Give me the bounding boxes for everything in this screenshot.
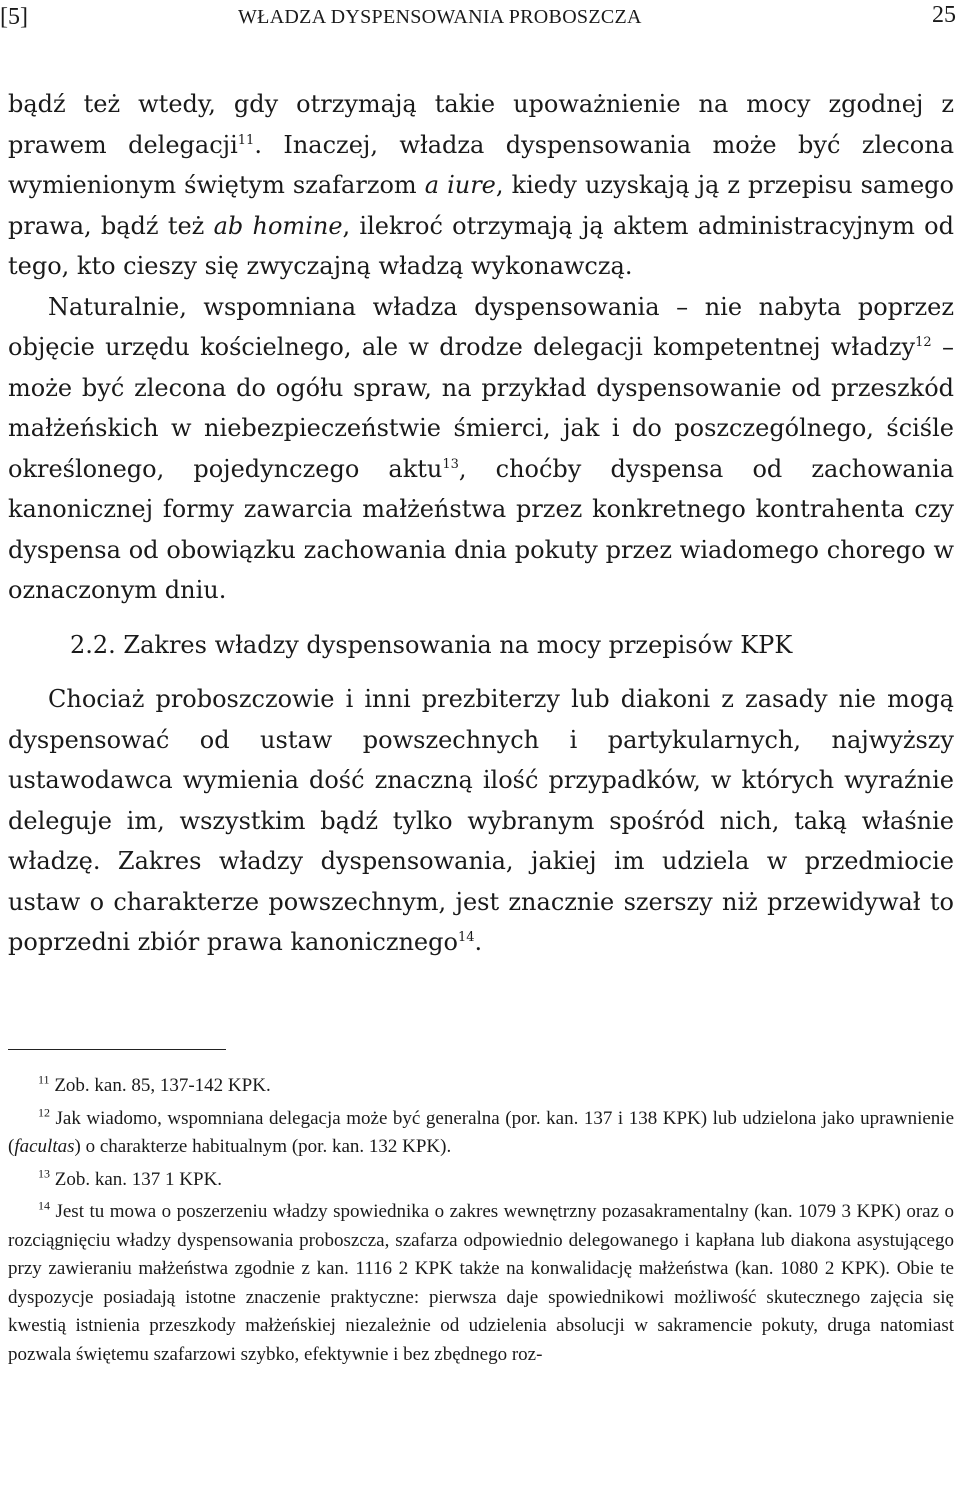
latin-term: ab homine xyxy=(213,211,343,240)
footnote-number: 11 xyxy=(38,1072,50,1087)
footnote-11 xyxy=(8,1072,954,1101)
text-run: , kiedy uzyskają ją z przepisu samego prawa, bądź też xyxy=(8,171,954,240)
text-run: . Inaczej, władza dyspensowania może być zlecona wymienionym świętym szafarzom xyxy=(8,130,955,199)
paragraph-3 xyxy=(8,679,954,963)
main-text xyxy=(8,84,954,963)
subsection-heading: 2.2. Zakres władzy dyspensowania na mocy przepisów KPK xyxy=(70,630,793,659)
footnote-text: ) o charakterze habitualnym (por. kan. 132 KPK). xyxy=(74,1136,452,1157)
running-header xyxy=(0,0,956,40)
footnote-ref-13[interactable]: 13 xyxy=(442,456,459,472)
text-run: . xyxy=(474,928,483,956)
footnote-number: 12 xyxy=(38,1105,50,1120)
text-run: Chociaż proboszczowie i inni prezbiterzy lub diakoni z zasady nie mogą dyspensować od ustaw powszechnych i partykularnych, najwyższy ustawodawca wymienia dość znaczną ilość przypadków, w których wyraźnie deleguje im, wszystkim bądź tylko wybranym spośród nich, taką właśnie władzę. Zakres władzy dyspensowania, jakiej im udziela w przedmiocie ustaw o charakterze powszechnym, jest znacznie szerszy niż przewidywał to poprzedni zbiór prawa kanonicznego xyxy=(8,685,954,956)
text-run: bądź też wtedy, gdy otrzymają takie upoważnienie na mocy zgodnej z prawem delegacji xyxy=(8,90,954,159)
footnote-13 xyxy=(8,1166,954,1195)
footnote-12 xyxy=(8,1105,954,1162)
footnote-text: Zob. kan. 137 1 KPK. xyxy=(50,1168,223,1190)
footnote-text: Jak wiadomo, wspomniana delegacja może być generalna (por. kan. 137 i 138 KPK) lub udzielona jako uprawnienie ( xyxy=(8,1107,954,1157)
paragraph-2 xyxy=(8,287,954,611)
footnote-ref-14[interactable]: 14 xyxy=(457,930,475,945)
latin-term: facultas xyxy=(14,1136,75,1157)
text-run: , ilekroć otrzymają ją aktem administracyjnym od tego, kto cieszy się zwyczajną władzą wykonawczą. xyxy=(8,211,954,280)
footnote-ref-12[interactable]: 12 xyxy=(915,335,932,350)
footnote-ref-11[interactable]: 11 xyxy=(237,132,255,148)
footnote-text: Jest tu mowa o poszerzeniu władzy spowiednika o zakres wewnętrzny pozasakramentalny (kan. 1079 3 KPK) oraz o rozciągnięciu władzy dyspensowania proboszcza, szafarza odpowiednio delegowanego i kapłana lub diakona asystującego przy zawieraniu małżeństwa zgodnie z kan. 1116 2 KPK także na konwalidację małżeństwa (kan. 1080 2 KPK). Obie te dyspozycje posiadają istotne znaczenie praktyczne: pierwsza daje spowiednikowi możliwość skutecznego zajęcia się kwestią istnienia przeszkody małżeńskiej niezależnie od udzielenia absolucji w sakramencie pokuty, druga natomiast pozwala świętemu szafarzowi szybko, efektywnie i bez zbędnego roz- xyxy=(8,1201,954,1365)
footnote-number: 13 xyxy=(38,1166,50,1181)
text-run: Naturalnie, wspomniana władza dyspensowania – nie nabyta poprzez objęcie urzędu kościelnego, ale w drodze delegacji kompetentnej władzy xyxy=(8,292,954,361)
text-run: , choćby dyspensa od zachowania kanonicznej formy zawarcia małżeństwa przez konkretnego kontrahenta czy dyspensa od obowiązku zachowania dnia pokuty przez wiadomego chorego w oznaczonym dniu. xyxy=(8,454,954,604)
running-title: WŁADZA DYSPENSOWANIA PROBOSZCZA xyxy=(238,6,642,28)
section-marker: [5] xyxy=(0,4,28,30)
footnote-14 xyxy=(8,1198,954,1369)
text-run: – może być zlecona do ogółu spraw, na przykład dyspensowanie od przeszkód małżeńskich w niebezpieczeństwie śmierci, jak i do poszczególnego, ściśle określonego, pojedynczego aktu xyxy=(8,333,954,483)
latin-term: a iure xyxy=(424,171,496,199)
footnotes xyxy=(8,1072,954,1373)
footnote-text: Zob. kan. 85, 137-142 KPK. xyxy=(49,1075,271,1096)
paragraph-1 xyxy=(8,84,954,287)
page-number: 25 xyxy=(932,2,956,28)
footnote-number: 14 xyxy=(38,1198,50,1213)
footnote-separator xyxy=(8,1049,226,1050)
